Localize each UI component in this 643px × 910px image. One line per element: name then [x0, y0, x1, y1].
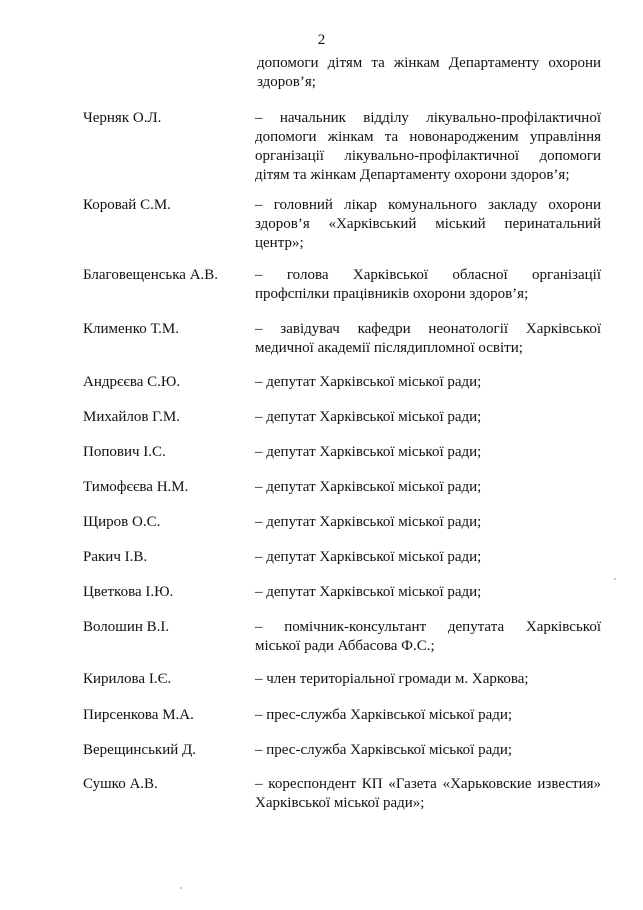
role-line: – кореспондент КП «Газета «Харьковские известия» [255, 776, 601, 792]
member-role [255, 548, 601, 567]
member-role [255, 196, 601, 253]
member-name: Черняк О.Л. [83, 110, 162, 126]
role-line: – начальник відділу лікувально-профілактичної [255, 110, 601, 126]
member-role [255, 741, 601, 760]
member-role [255, 373, 601, 392]
scan-speck [180, 887, 182, 889]
member-name: Тимофєєва Н.М. [83, 479, 189, 495]
member-name: Клименко Т.М. [83, 321, 179, 337]
member-name: Андрєєва С.Ю. [83, 374, 181, 390]
member-role [255, 775, 601, 813]
role-line: – завідувач кафедри неонатології Харківської [255, 321, 601, 337]
member-role [255, 618, 601, 656]
member-name: Кирилова І.Є. [83, 671, 172, 687]
member-name: Коровай С.М. [83, 197, 171, 213]
member-name: Верещинський Д. [83, 742, 196, 758]
role-line: – депутат Харківської міської ради; [255, 374, 482, 390]
role-line: профспілки працівників охорони здоров’я; [255, 286, 529, 302]
continued-line: допомоги дітям та жінкам Департаменту охорони [257, 55, 601, 71]
member-role [255, 670, 601, 689]
member-role [255, 513, 601, 532]
role-line: допомоги жінкам та новонародженим управління [255, 129, 601, 145]
role-line: – депутат Харківської міської ради; [255, 514, 482, 530]
role-line: – прес-служба Харківської міської ради; [255, 742, 513, 758]
role-line: – депутат Харківської міської ради; [255, 409, 482, 425]
member-role [255, 320, 601, 358]
role-line: організації лікувально-профілактичної допомоги [255, 148, 601, 164]
continued-role-text [257, 54, 601, 92]
continued-line: здоров’я; [257, 74, 316, 90]
member-name: Пирсенкова М.А. [83, 707, 194, 723]
member-role [255, 478, 601, 497]
member-name: Попович І.С. [83, 444, 166, 460]
role-line: Харківської міської ради»; [255, 795, 425, 811]
page-number: 2 [317, 32, 326, 48]
member-name: Цветкова І.Ю. [83, 584, 174, 600]
role-line: – прес-служба Харківської міської ради; [255, 707, 513, 723]
role-line: – головний лікар комунального закладу охорони [255, 197, 601, 213]
member-name: Михайлов Г.М. [83, 409, 180, 425]
role-line: – депутат Харківської міської ради; [255, 549, 482, 565]
member-role [255, 706, 601, 725]
role-line: – голова Харківської обласної організації [255, 267, 601, 283]
member-role [255, 443, 601, 462]
role-line: медичної академії післядипломної освіти; [255, 340, 523, 356]
role-line: дітям та жінкам Департаменту охорони здоров’я; [255, 167, 570, 183]
role-line: – член територіальної громади м. Харкова; [255, 671, 529, 687]
member-role [255, 583, 601, 602]
role-line: міської ради Аббасова Ф.С.; [255, 638, 435, 654]
member-name: Щиров О.С. [83, 514, 161, 530]
member-name: Сушко А.В. [83, 776, 158, 792]
scan-speck [614, 578, 616, 580]
member-role [255, 266, 601, 304]
role-line: – депутат Харківської міської ради; [255, 444, 482, 460]
member-role [255, 408, 601, 427]
role-line: – помічник-консультант депутата Харківської [255, 619, 601, 635]
role-line: центр»; [255, 235, 304, 251]
role-line: здоров’я «Харківський міський перинатальний [255, 216, 601, 232]
member-role [255, 109, 601, 185]
member-name: Волошин В.І. [83, 619, 170, 635]
role-line: – депутат Харківської міської ради; [255, 584, 482, 600]
member-name: Благовещенська А.В. [83, 267, 219, 283]
member-name: Ракич І.В. [83, 549, 148, 565]
role-line: – депутат Харківської міської ради; [255, 479, 482, 495]
